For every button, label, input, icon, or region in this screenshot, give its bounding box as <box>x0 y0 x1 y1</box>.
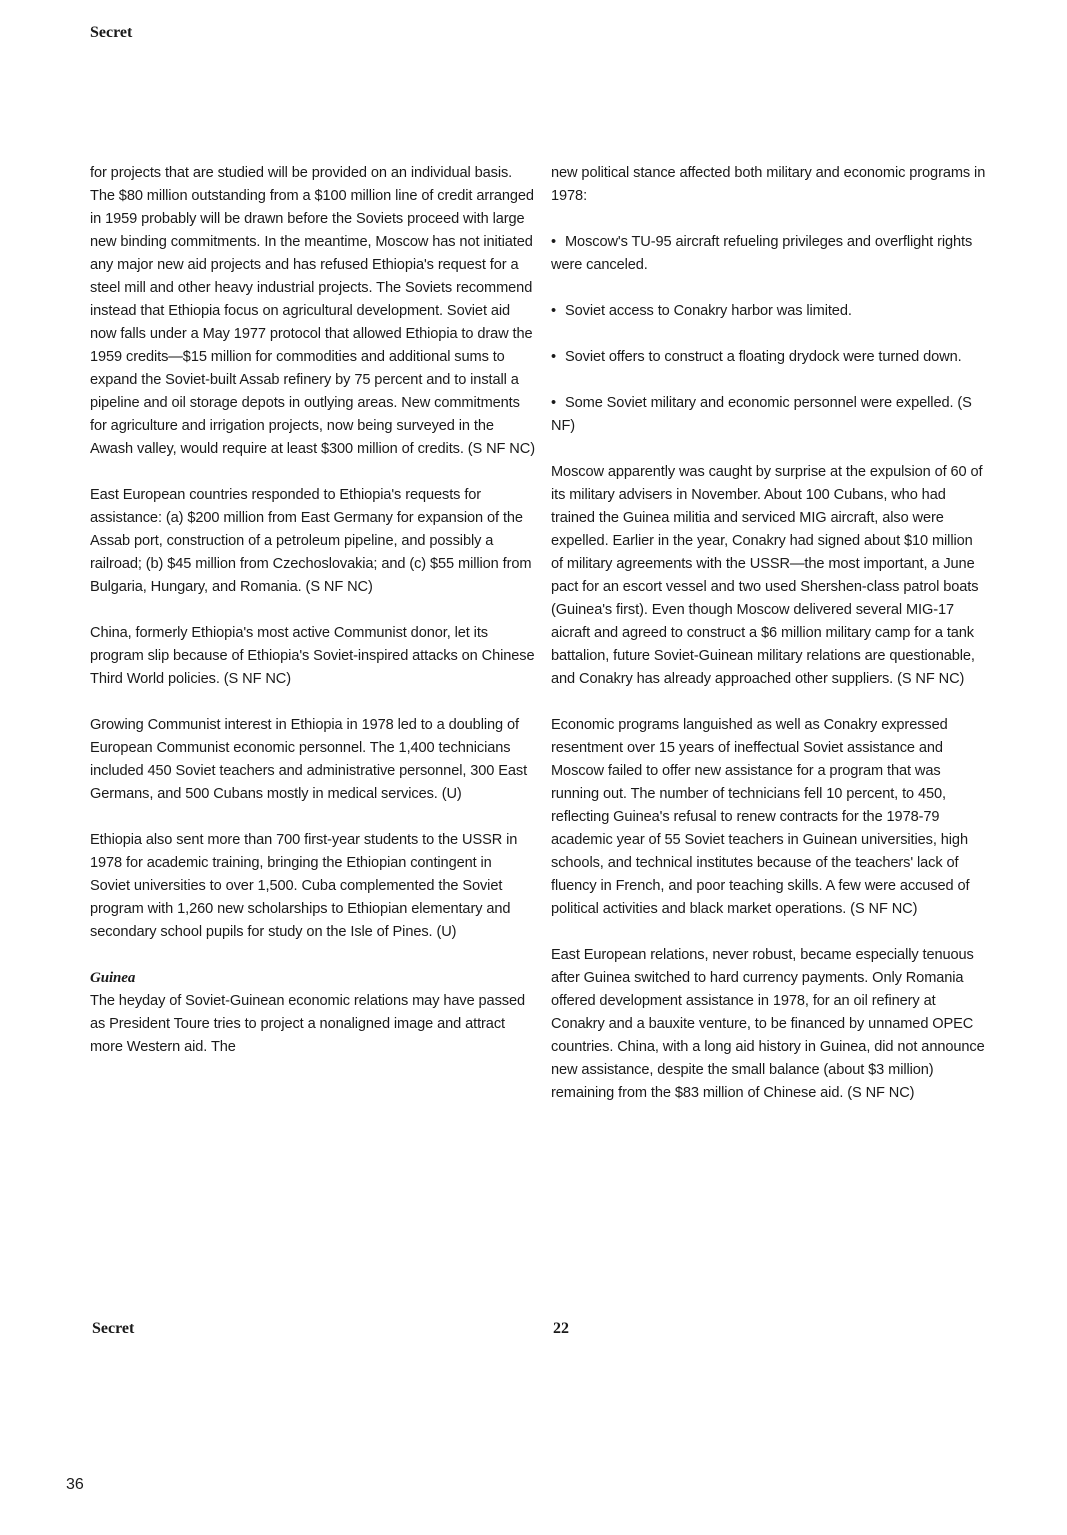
paragraph: Growing Communist interest in Ethiopia in 1978 led to a doubling of European Communist economic personnel. The 1,400 technicians included 450 Soviet teachers and administrative personnel, 300 East Germans, and 500 Cubans mostly in medical services. (U) <box>90 717 528 802</box>
paragraph: East European countries responded to Ethiopia's requests for assistance: (a) $200 million from East Germany for expansion of the Assab port, construction of a petroleum pipeline, and possibly a railroad; (b) $45 million from Czechoslovakia; and (c) $55 million from Bulgaria, Hungary, and Romania. (S NF NC) <box>90 487 532 595</box>
bullet-item <box>551 346 986 369</box>
paragraph: new political stance affected both military and economic programs in 1978: <box>551 165 986 204</box>
bullet-item <box>551 392 986 438</box>
paragraph: Ethiopia also sent more than 700 first-year students to the USSR in 1978 for academic training, bringing the Ethiopian contingent in Soviet universities to over 1,500. Cuba complemented the Soviet program with 1,260 new scholarships to Ethiopian elementary and secondary school pupils for study on the Isle of Pines. (U) <box>90 832 518 940</box>
bullet-text: Soviet access to Conakry harbor was limited. <box>565 303 852 319</box>
bullet-text: Some Soviet military and economic personnel were expelled. (S NF) <box>551 395 972 434</box>
bullet-icon: • <box>551 303 557 319</box>
footer-classification: Secret <box>92 1320 135 1337</box>
left-column <box>90 162 535 1082</box>
bullet-item <box>551 231 986 277</box>
paragraph: The heyday of Soviet-Guinean economic relations may have passed as President Toure tries to project a nonaligned image and attract more Western aid. The <box>90 993 526 1055</box>
paragraph: East European relations, never robust, became especially tenuous after Guinea switched to hard currency payments. Only Romania offered development assistance in 1978, for an oil refinery at Conakry and a bauxite venture, to be financed by unnamed OPEC countries. China, with a long aid history in Guinea, did not announce new assistance, despite the small balance (about $3 million) remaining from the $83 million of Chinese aid. (S NF NC) <box>551 947 985 1101</box>
paragraph: China, formerly Ethiopia's most active Communist donor, let its program slip because of Ethiopia's Soviet-inspired attacks on Chinese Third World policies. (S NF NC) <box>90 625 535 687</box>
bullet-icon: • <box>551 349 557 365</box>
bullet-icon: • <box>551 234 557 250</box>
bullet-item <box>551 300 986 323</box>
paragraph: Moscow apparently was caught by surprise at the expulsion of 60 of its military advisers in November. About 100 Cubans, who had trained the Guinea militia and serviced MIG aircraft, also were expelled. Earlier in the year, Conakry had signed about $10 million of military agreements with the USSR—the most important, a June pact for an escort vessel and two used Shershen-class patrol boats (Guinea's first). Even though Moscow delivered several MIG-17 aicraft and agreed to construct a $6 million military camp for a tank battalion, future Soviet-Guinean military relations are questionable, and Conakry has already approached other suppliers. (S NF NC) <box>551 464 983 687</box>
folio-number: 36 <box>66 1476 84 1493</box>
bullet-icon: • <box>551 395 557 411</box>
bullet-text: Moscow's TU-95 aircraft refueling privileges and overflight rights were canceled. <box>551 234 973 273</box>
bullet-text: Soviet offers to construct a floating drydock were turned down. <box>565 349 962 365</box>
paragraph: for projects that are studied will be provided on an individual basis. The $80 million outstanding from a $100 million line of credit arranged in 1959 probably will be drawn before the Soviets proceed with large new binding commitments. In the meantime, Moscow has not initiated any major new aid projects and has refused Ethiopia's request for a steel mill and other heavy industrial projects. The Soviets recommend instead that Ethiopia focus on agricultural development. Soviet aid now falls under a May 1977 protocol that allowed Ethiopia to draw the 1959 credits—$15 million for commodities and additional sums to expand the Soviet-built Assab refinery by 75 percent and to install a pipeline and oil storage depots in outlying areas. New commitments for agriculture and irrigation projects, now being surveyed in the Awash valley, would require at least $300 million of credits. (S NF NC) <box>90 165 535 457</box>
header-classification: Secret <box>90 24 133 41</box>
section-heading-guinea: Guinea <box>90 970 136 986</box>
page-number: 22 <box>553 1320 569 1337</box>
paragraph: Economic programs languished as well as Conakry expressed resentment over 15 years of ineffectual Soviet assistance and Moscow failed to offer new assistance for a program that was running out. The number of technicians fell 10 percent, to 450, reflecting Guinea's refusal to renew contracts for the 1978-79 academic year of 55 Soviet teachers in Guinean universities, high schools, and technical institutes because of the teachers' lack of fluency in French, and poor teaching skills. A few were accused of political activities and black market operations. (S NF NC) <box>551 717 970 917</box>
right-column <box>551 162 986 1128</box>
